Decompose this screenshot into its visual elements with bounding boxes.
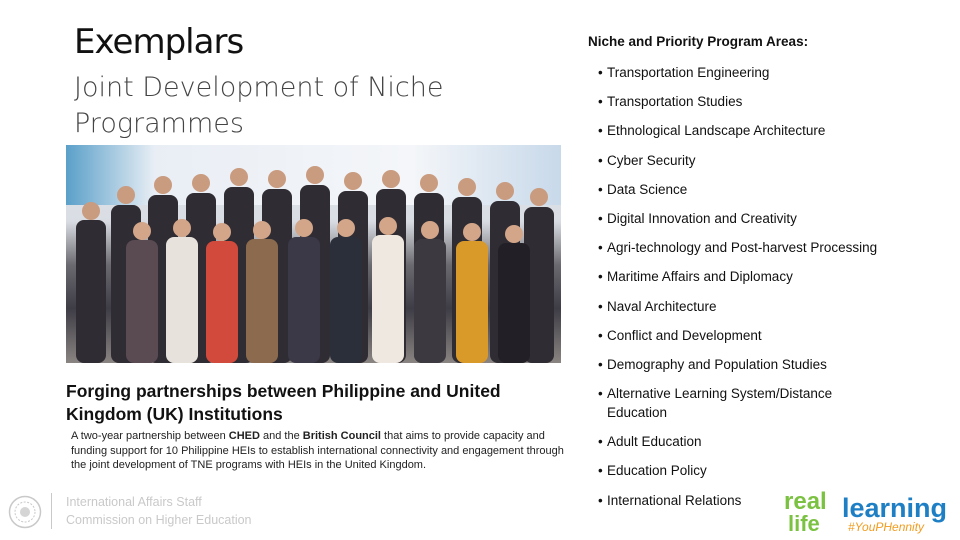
program-area-item: • Maritime Affairs and Diplomacy (598, 267, 928, 286)
logo-word-learning: learning (842, 493, 948, 523)
british-council-name: British Council (302, 430, 381, 442)
footer-office: International Affairs Staff (66, 495, 202, 509)
footer (66, 494, 252, 529)
program-area-item: • Cyber Security (598, 151, 928, 170)
slide-subtitle: Joint Development of Niche Programmes (74, 72, 444, 139)
program-area-item: • Agri-technology and Post-harvest Processing (598, 238, 928, 257)
program-area-item: • Demography and Population Studies (598, 355, 928, 374)
logo-word-real: real (784, 488, 827, 515)
program-area-item: • Alternative Learning System/Distance Education (598, 384, 867, 422)
program-area-item: • Transportation Engineering (598, 63, 928, 82)
program-areas-heading: Niche and Priority Program Areas: (588, 34, 809, 49)
logo-tagline: #YouPHennity (848, 520, 925, 534)
program-area-item: • International Relations (598, 491, 928, 510)
footer-divider (51, 493, 52, 529)
program-area-item: • Education Policy (598, 461, 928, 480)
real-life-learning-logo (782, 487, 954, 535)
group-photo (66, 145, 561, 363)
ched-name: CHED (228, 430, 260, 442)
program-areas-list (598, 63, 928, 520)
program-area-item: • Conflict and Development (598, 326, 928, 345)
ched-seal-icon (8, 495, 42, 529)
partnership-heading: Forging partnerships between Philippine and United Kingdom (UK) Institutions (66, 381, 501, 424)
description-text: and the (259, 430, 303, 442)
partnership-description (71, 429, 566, 473)
description-text: that aims to provide capacity and funding support for 10 Philippine HEIs to establish international connectivity and engagement through the joint development of TNE programs with HEIs in the United Kingdom. (71, 430, 564, 471)
program-area-item: • Transportation Studies (598, 92, 928, 111)
footer-agency: Commission on Higher Education (66, 512, 252, 527)
program-area-item: • Ethnological Landscape Architecture (598, 121, 928, 140)
group-photo-people (66, 145, 561, 363)
program-area-item: • Data Science (598, 180, 928, 199)
slide-title: Exemplars (74, 22, 244, 62)
logo-word-life: life (788, 511, 820, 535)
program-area-item: • Adult Education (598, 432, 928, 451)
program-area-item: • Naval Architecture (598, 297, 928, 316)
program-area-item: • Digital Innovation and Creativity (598, 209, 928, 228)
description-text: A two-year partnership between (71, 430, 229, 442)
